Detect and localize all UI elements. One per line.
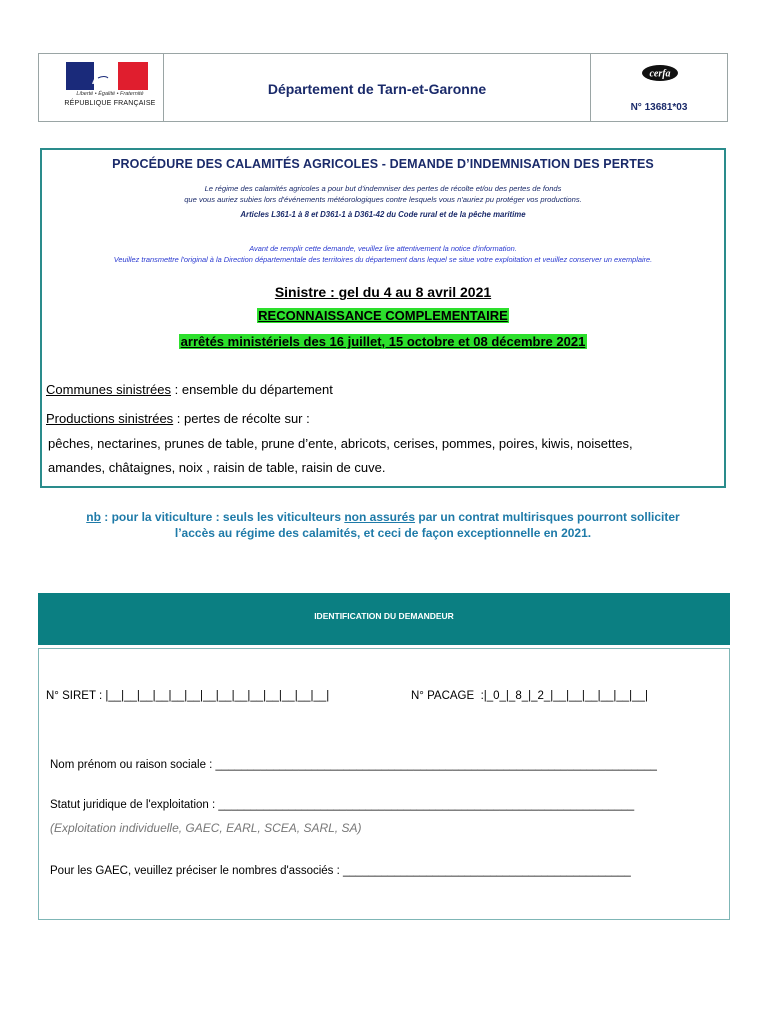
communes-line: [46, 382, 333, 397]
nb-part1: : pour la viticulture : seuls les viticulteurs: [100, 510, 345, 524]
reconnaissance-wrap: [40, 307, 726, 325]
notice-line1: Avant de remplir cette demande, veuillez lire attentivement la notice d'information.: [249, 244, 517, 253]
marianne-icon: [78, 64, 128, 88]
productions-label: Productions sinistrées: [46, 411, 174, 426]
non-assures-label: non assurés: [344, 510, 416, 524]
arretes-label: arrêtés ministériels des 16 juillet, 15 octobre et 08 décembre 2021: [180, 334, 586, 349]
legal-articles: Articles L361-1 à 8 et D361-1 à D361-42 du Code rural et de la pêche maritime: [240, 210, 526, 219]
identification-frame: [38, 648, 730, 920]
nb-part2: par un contrat multirisques pourront solliciter: [415, 510, 680, 524]
legal-status-field[interactable]: Statut juridique de l'exploitation : _________________________________________________________________: [50, 799, 635, 811]
department-title: Département de Tarn-et-Garonne: [267, 81, 487, 97]
name-field[interactable]: Nom prénom ou raison sociale : _____________________________________________________________________: [50, 759, 657, 771]
viticulture-note-line1: [40, 509, 726, 525]
sinistre-title: Sinistre : gel du 4 au 8 avril 2021: [274, 284, 492, 300]
communes-value: : ensemble du département: [171, 382, 333, 397]
logo-republic-name: RÉPUBLIQUE FRANÇAISE: [64, 100, 156, 107]
identification-title: IDENTIFICATION DU DEMANDEUR: [314, 611, 454, 621]
productions-line: [46, 411, 310, 426]
communes-label: Communes sinistrées: [46, 382, 171, 397]
pacage-field[interactable]: N° PACAGE :|_0_|_8_|_2_|__|__|__|__|__|__|: [411, 690, 648, 702]
productions-list-line1: pêches, nectarines, prunes de table, prune d’ente, abricots, cerises, pommes, poires, kiwis, noisettes,: [48, 436, 633, 451]
siret-field[interactable]: N° SIRET : |__|__|__|__|__|__|__|__|__|__|__|__|__|__|: [46, 690, 330, 702]
procedure-title: PROCÉDURE DES CALAMITÉS AGRICOLES - DEMANDE D’INDEMNISATION DES PERTES: [112, 157, 654, 171]
procedure-intro-line2: que vous auriez subies lors d'événements météorologiques contre lesquels vous n'auriez pu protéger vos productions.: [184, 195, 582, 204]
nb-label: nb: [86, 510, 101, 524]
legal-status-hint: (Exploitation individuelle, GAEC, EARL, SCEA, SARL, SA): [50, 821, 362, 835]
cerfa-number: N° 13681*03: [630, 102, 688, 113]
viticulture-note-line2: l’accès au régime des calamités, et ceci de façon exceptionnelle en 2021.: [174, 526, 592, 540]
notice-line2: Veuillez transmettre l'original à la Direction départementale des territoires du département dans lequel se situe votre exploitation et veuillez conserver un exemplaire.: [113, 255, 653, 264]
productions-value: : pertes de récolte sur :: [173, 411, 310, 426]
notice-info: [40, 243, 726, 265]
productions-list-line2: amandes, châtaignes, noix , raisin de table, raisin de cuve.: [48, 460, 386, 475]
procedure-intro-line1: Le régime des calamités agricoles a pour but d'indemniser des pertes de récolte et/ou des pertes de fonds: [204, 184, 562, 193]
viticulture-note: [40, 509, 726, 541]
procedure-intro: [40, 183, 726, 205]
logo-motto: Liberté • Égalité • Fraternité: [76, 91, 144, 97]
gaec-associates-field[interactable]: Pour les GAEC, veuillez préciser le nombres d'associés : _____________________________________________: [50, 865, 631, 877]
cerfa-logo-icon: [640, 64, 680, 82]
productions-list: [48, 432, 716, 480]
reconnaissance-label: RECONNAISSANCE COMPLEMENTAIRE: [258, 308, 508, 323]
arretes-wrap: [40, 333, 726, 351]
cerfa-logo-text: cerfa: [649, 68, 671, 80]
